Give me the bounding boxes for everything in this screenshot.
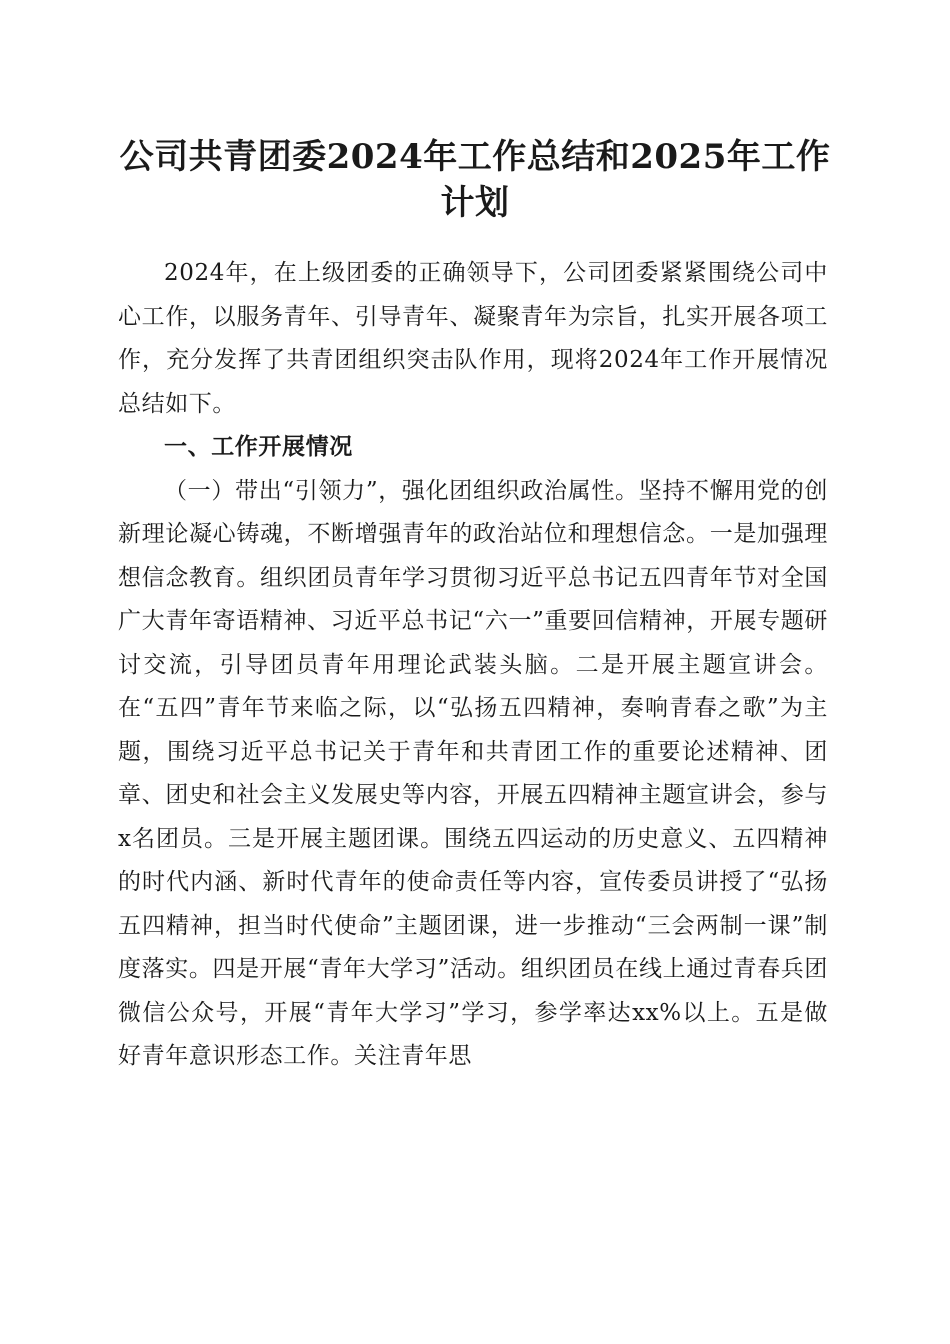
title-line-2: 计划 xyxy=(440,183,510,223)
document-body xyxy=(118,252,828,1079)
section-heading: 一、工作开展情况 xyxy=(164,434,353,460)
document-title xyxy=(110,134,840,226)
section-paragraph: （一）带出“引领力”，强化团组织政治属性。坚持不懈用党的创新理论凝心铸魂，不断增强青年的政治站位和理想信念。一是加强理想信念教育。组织团员青年学习贯彻习近平总书记五四青年节对全国广大青年寄语精神、习近平总书记“六一”重要回信精神，开展专题研讨交流，引导团员青年用理论武装头脑。二是开展主题宣讲会。在“五四”青年节来临之际，以“弘扬五四精神，奏响青春之歌”为主题，围绕习近平总书记关于青年和共青团工作的重要论述精神、团章、团史和社会主义发展史等内容，开展五四精神主题宣讲会，参与x名团员。三是开展主题团课。围绕五四运动的历史意义、五四精神的时代内涵、新时代青年的使命责任等内容，宣传委员讲授了“弘扬五四精神，担当时代使命”主题团课，进一步推动“三会两制一课”制度落实。四是开展“青年大学习”活动。组织团员在线上通过青春兵团微信公众号，开展“青年大学习”学习，参学率达xx%以上。五是做好青年意识形态工作。关注青年思 xyxy=(118,477,828,1069)
intro-paragraph: 2024年，在上级团委的正确领导下，公司团委紧紧围绕公司中心工作，以服务青年、引导青年、凝聚青年为宗旨，扎实开展各项工作，充分发挥了共青团组织突击队作用，现将2024年工作开展情况总结如下。 xyxy=(118,260,828,417)
title-line-1: 公司共青团委2024年工作总结和2025年工作 xyxy=(119,137,831,177)
